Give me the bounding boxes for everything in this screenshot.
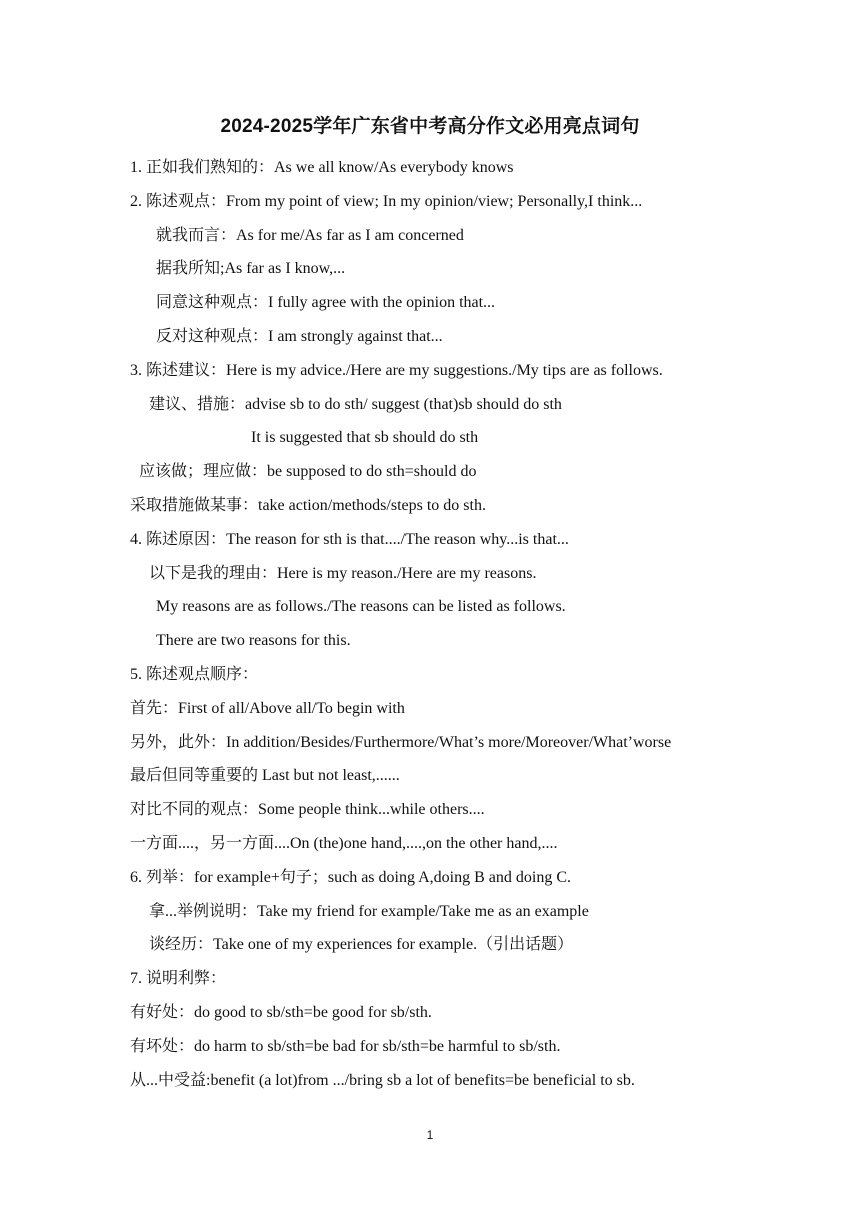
list-item: 5. 陈述观点顺序： (130, 665, 259, 683)
list-item: 就我而言：As for me/As far as I am concerned (156, 226, 464, 244)
list-item: 一方面....，另一方面....On (the)one hand,....,on the other hand,.... (130, 834, 558, 852)
list-item: 1. 正如我们熟知的：As we all know/As everybody knows (130, 159, 514, 176)
list-item: 以下是我的理由：Here is my reason./Here are my reasons. (149, 564, 537, 582)
list-item: 6. 列举：for example+句子；such as doing A,doing B and doing C. (130, 868, 571, 886)
list-item: 3. 陈述建议：Here is my advice./Here are my suggestions./My tips are as follows. (130, 361, 663, 379)
list-item: 2. 陈述观点：From my point of view; In my opinion/view; Personally,I think... (130, 192, 643, 210)
list-item: 反对这种观点：I am strongly against that... (156, 327, 443, 345)
list-item: It is suggested that sb should do sth (251, 429, 479, 447)
list-item: 另外，此外：In addition/Besides/Furthermore/What’s more/Moreover/What’worse (130, 733, 672, 751)
page-number: 1 (426, 1128, 434, 1142)
list-item: 拿...举例说明：Take my friend for example/Take me as an example (149, 902, 589, 920)
list-item: 首先：First of all/Above all/To begin with (130, 699, 405, 717)
list-item: 7. 说明利弊： (130, 970, 227, 988)
list-item: 4. 陈述原因：The reason for sth is that..../The reason why...is that... (130, 530, 569, 548)
document-body (130, 155, 750, 1101)
list-item: 建议、措施：advise sb to do sth/ suggest (that)sb should do sth (149, 395, 562, 413)
list-item: My reasons are as follows./The reasons can be listed as follows. (156, 598, 566, 616)
list-item: 从...中受益:benefit (a lot)from .../bring sb a lot of benefits=be beneficial to sb. (130, 1071, 635, 1089)
list-item: 有好处：do good to sb/sth=be good for sb/sth. (130, 1003, 432, 1021)
document-title: 2024-2025学年广东省中考高分作文必用亮点词句 (220, 116, 640, 137)
list-item: There are two reasons for this. (156, 632, 351, 650)
list-item: 有坏处：do harm to sb/sth=be bad for sb/sth=be harmful to sb/sth. (130, 1037, 561, 1055)
list-item: 谈经历：Take one of my experiences for example.（引出话题） (149, 936, 574, 954)
list-item: 对比不同的观点：Some people think...while others.... (130, 801, 485, 819)
list-item: 应该做；理应做：be supposed to do sth=should do (139, 463, 477, 481)
list-item: 采取措施做某事：take action/methods/steps to do sth. (130, 496, 486, 514)
list-item: 最后但同等重要的 Last but not least,...... (130, 767, 400, 785)
list-item: 据我所知;As far as I know,... (156, 260, 346, 278)
list-item: 同意这种观点：I fully agree with the opinion that... (156, 294, 496, 312)
